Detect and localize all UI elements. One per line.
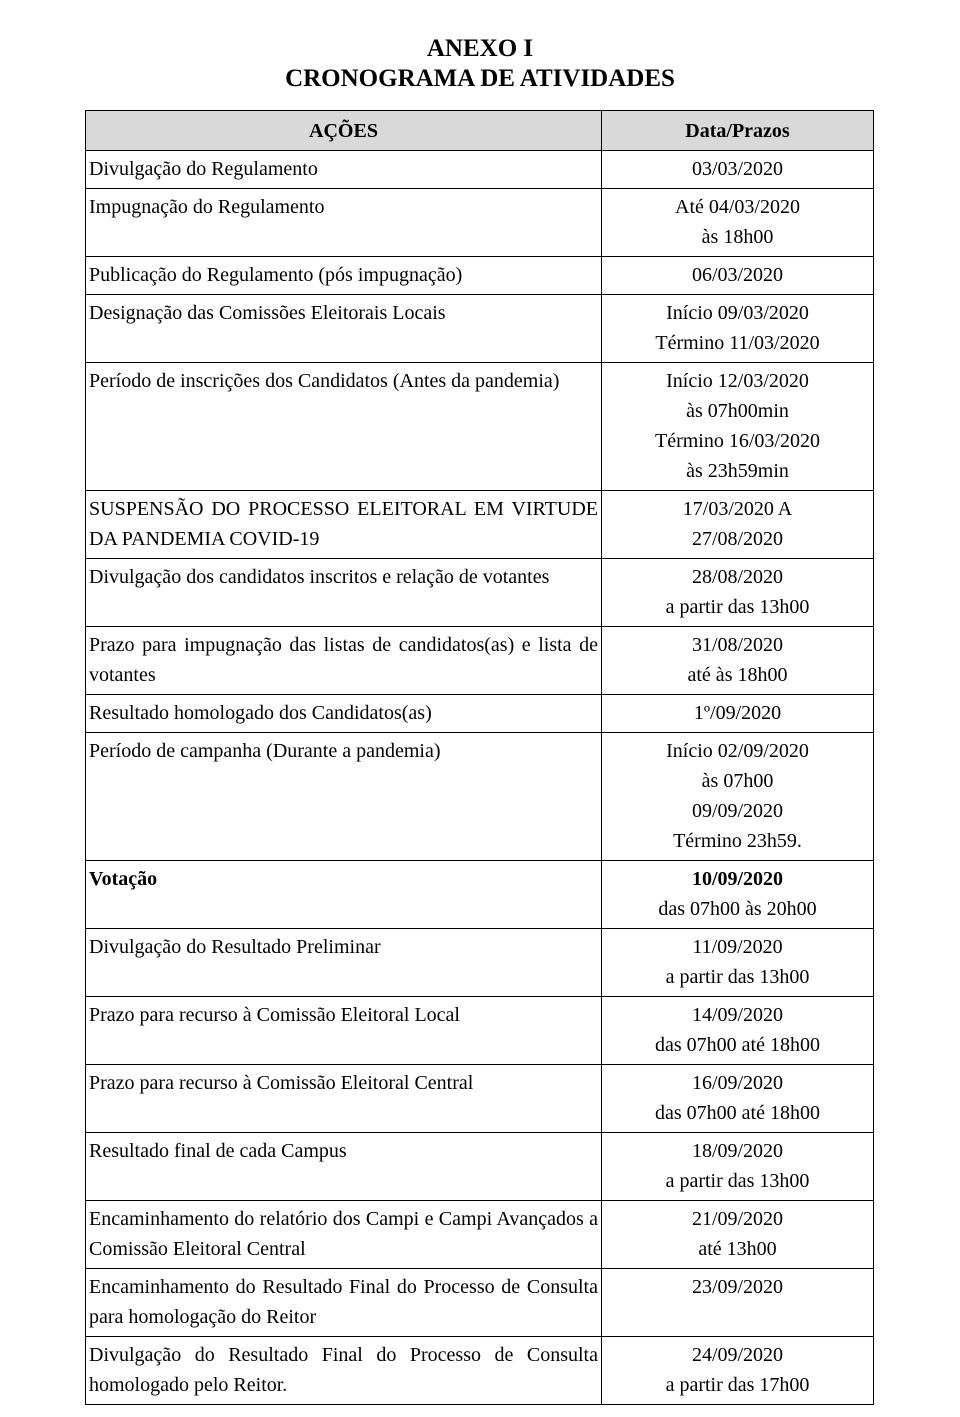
action-cell: Prazo para recurso à Comissão Eleitoral Central <box>86 1065 602 1133</box>
date-cell <box>602 1133 874 1201</box>
date-line: Término 16/03/2020 <box>655 430 820 452</box>
table-row <box>86 733 874 861</box>
date-line: 18/09/2020 <box>691 1140 784 1162</box>
date-line: Término 23h59. <box>673 830 802 852</box>
date-cell <box>602 733 874 861</box>
action-cell: Impugnação do Regulamento <box>86 189 602 257</box>
date-line: 09/09/2020 <box>691 800 784 822</box>
table-header-row <box>86 111 874 151</box>
action-cell: Período de inscrições dos Candidatos (Antes da pandemia) <box>86 363 602 491</box>
date-cell <box>602 151 874 189</box>
date-line: 21/09/2020 <box>691 1208 784 1230</box>
action-cell: Publicação do Regulamento (pós impugnação) <box>86 257 602 295</box>
date-cell <box>602 491 874 559</box>
table-row <box>86 997 874 1065</box>
date-line: às 18h00 <box>701 226 774 248</box>
dates-column-header: Data/Prazos <box>602 111 874 151</box>
date-cell <box>602 363 874 491</box>
action-cell: Resultado homologado dos Candidatos(as) <box>86 695 602 733</box>
actions-column-header: AÇÕES <box>86 111 602 151</box>
date-line: até 13h00 <box>698 1238 777 1260</box>
date-cell <box>602 295 874 363</box>
date-cell <box>602 861 874 929</box>
action-cell: Designação das Comissões Eleitorais Locais <box>86 295 602 363</box>
date-line: até às 18h00 <box>687 664 788 686</box>
date-cell <box>602 1065 874 1133</box>
table-row <box>86 1337 874 1405</box>
action-cell: Prazo para recurso à Comissão Eleitoral Local <box>86 997 602 1065</box>
action-cell: Divulgação do Regulamento <box>86 151 602 189</box>
action-cell: Prazo para impugnação das listas de candidatos(as) e lista de votantes <box>86 627 602 695</box>
action-cell: Resultado final de cada Campus <box>86 1133 602 1201</box>
date-cell <box>602 559 874 627</box>
date-line: a partir das 17h00 <box>665 1374 810 1396</box>
date-line: a partir das 13h00 <box>665 966 810 988</box>
date-line: a partir das 13h00 <box>665 596 810 618</box>
date-cell <box>602 929 874 997</box>
table-row <box>86 1269 874 1337</box>
date-line: Início 02/09/2020 <box>666 740 809 762</box>
date-line: Término 11/03/2020 <box>655 332 820 354</box>
date-line: das 07h00 até 18h00 <box>655 1102 820 1124</box>
table-row <box>86 929 874 997</box>
date-cell <box>602 1201 874 1269</box>
table-row-voting <box>86 861 874 929</box>
schedule-table <box>85 110 874 1405</box>
table-row <box>86 295 874 363</box>
table-row <box>86 627 874 695</box>
date-line: das 07h00 até 18h00 <box>655 1034 820 1056</box>
date-line: Início 12/03/2020 <box>666 370 809 392</box>
date-cell <box>602 1269 874 1337</box>
date-line: 14/09/2020 <box>691 1004 784 1026</box>
date-line: das 07h00 às 20h00 <box>658 898 817 920</box>
table-row <box>86 559 874 627</box>
date-line: Início 09/03/2020 <box>666 302 809 324</box>
action-cell: Divulgação do Resultado Final do Processo de Consulta homologado pelo Reitor. <box>86 1337 602 1405</box>
schedule-heading: CRONOGRAMA DE ATIVIDADES <box>285 65 675 92</box>
table-row <box>86 1133 874 1201</box>
table-row <box>86 189 874 257</box>
date-line: a partir das 13h00 <box>665 1170 810 1192</box>
date-cell <box>602 627 874 695</box>
action-cell: Divulgação dos candidatos inscritos e relação de votantes <box>86 559 602 627</box>
action-cell: Encaminhamento do Resultado Final do Processo de Consulta para homologação do Reitor <box>86 1269 602 1337</box>
table-row <box>86 491 874 559</box>
table-row <box>86 695 874 733</box>
date-cell <box>602 1337 874 1405</box>
date-cell <box>602 189 874 257</box>
date-line: 10/09/2020 <box>691 868 784 890</box>
date-line: 23/09/2020 <box>691 1276 784 1298</box>
table-row <box>86 151 874 189</box>
date-line: 31/08/2020 <box>691 634 784 656</box>
table-row <box>86 1201 874 1269</box>
table-row <box>86 363 874 491</box>
page-title <box>0 34 960 94</box>
date-line: às 23h59min <box>686 460 789 482</box>
action-cell: SUSPENSÃO DO PROCESSO ELEITORAL EM VIRTUDE DA PANDEMIA COVID-19 <box>86 491 602 559</box>
date-line: 06/03/2020 <box>691 264 784 286</box>
table-row <box>86 257 874 295</box>
table-row <box>86 1065 874 1133</box>
action-cell: Período de campanha (Durante a pandemia) <box>86 733 602 861</box>
date-line: 27/08/2020 <box>691 528 784 550</box>
date-line: às 07h00 <box>701 770 774 792</box>
date-line: 24/09/2020 <box>691 1344 784 1366</box>
annex-heading: ANEXO I <box>426 35 534 62</box>
date-cell <box>602 695 874 733</box>
date-line: às 07h00min <box>686 400 789 422</box>
date-line: 17/03/2020 A <box>682 498 793 520</box>
date-line: 11/09/2020 <box>692 936 783 958</box>
action-cell: Votação <box>86 861 602 929</box>
date-line: 03/03/2020 <box>691 158 784 180</box>
date-cell <box>602 997 874 1065</box>
action-cell: Encaminhamento do relatório dos Campi e Campi Avançados a Comissão Eleitoral Central <box>86 1201 602 1269</box>
date-line: 1º/09/2020 <box>693 702 782 724</box>
date-line: 28/08/2020 <box>691 566 784 588</box>
date-line: Até 04/03/2020 <box>675 196 800 218</box>
date-cell <box>602 257 874 295</box>
action-cell: Divulgação do Resultado Preliminar <box>86 929 602 997</box>
date-line: 16/09/2020 <box>691 1072 784 1094</box>
